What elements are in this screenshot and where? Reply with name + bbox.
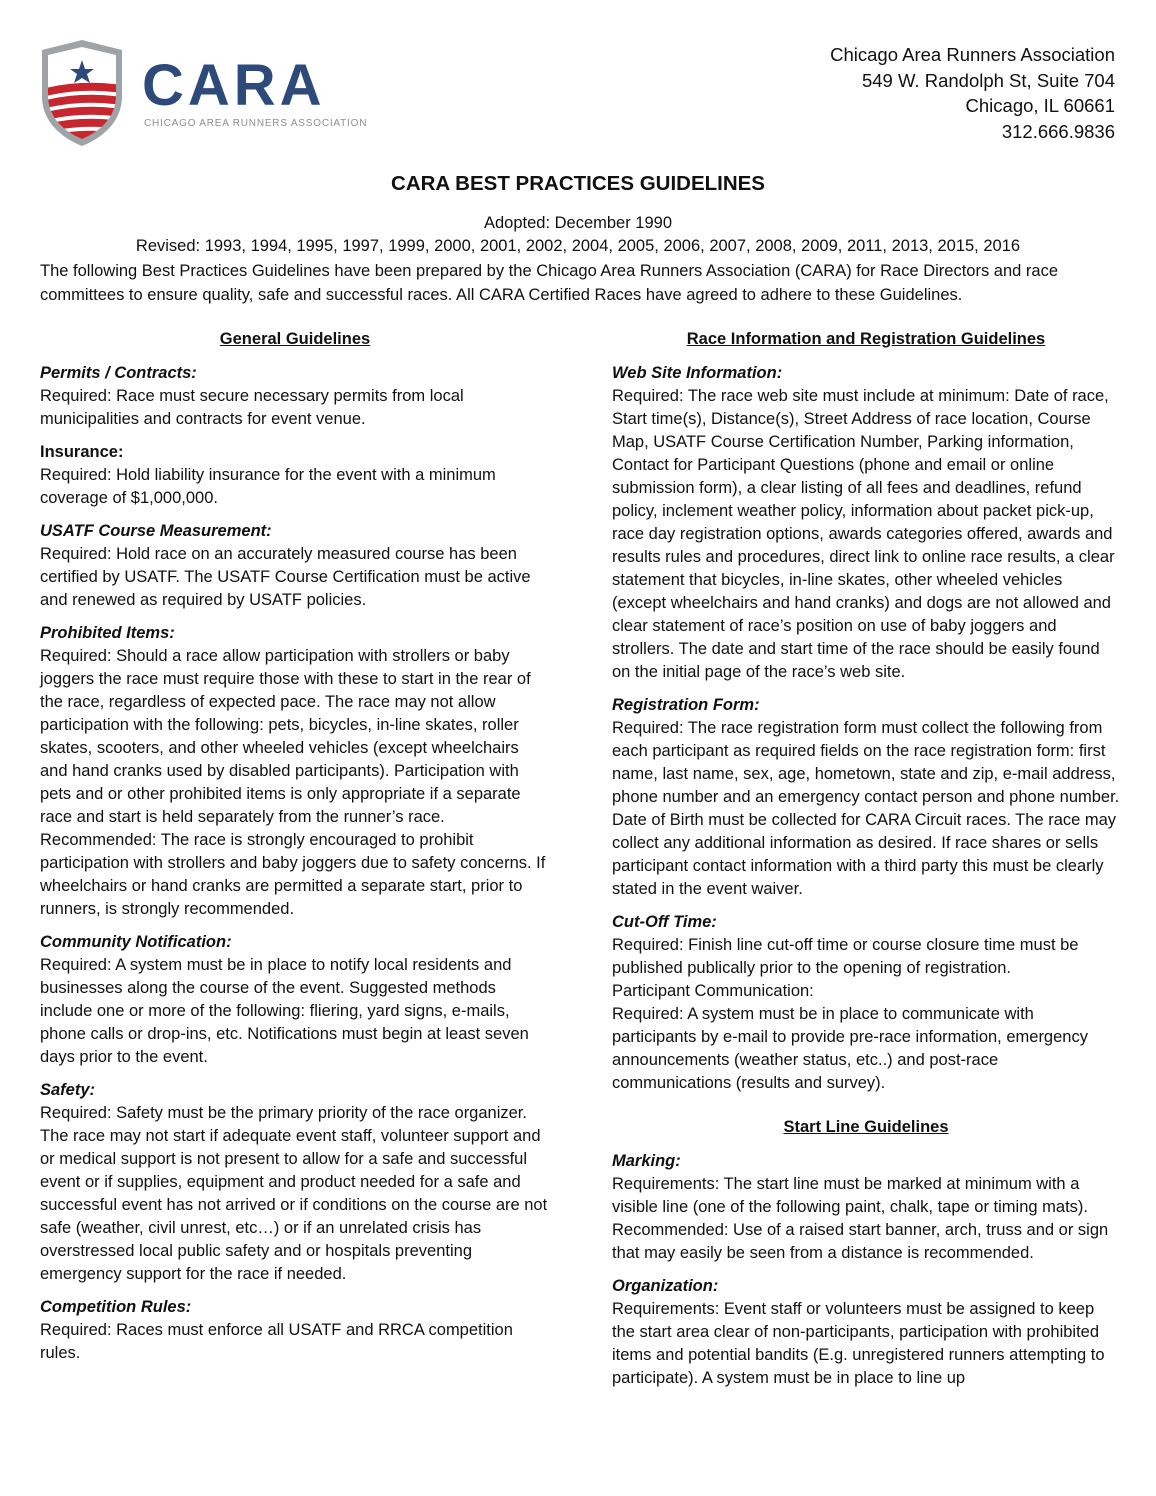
logo-subtitle: CHICAGO AREA RUNNERS ASSOCIATION (144, 118, 368, 129)
guideline-prohibited-items (40, 622, 550, 921)
guideline-text: Required: Should a race allow participation with strollers or baby joggers the race must require those with these to start in the rear of the race, regardless of expected pace. The race may not allow participation with the following: pets, bicycles, in-line skates, roller skates, scooters, and other wheeled vehicles (except wheelchairs and hand cranks used by disabled participants). Participation with pets and or other prohibited items is only appropriate if a separate race and start is held separately from the runner’s race. Recommended: The race is strongly encouraged to prohibit participation with strollers and baby joggers due to safety concerns. If wheelchairs or hand cranks are permitted a separate start, prior to runners, is strongly recommended. (40, 647, 546, 918)
guideline-heading: USATF Course Measurement: (40, 522, 272, 540)
guideline-cut-off-time (612, 911, 1120, 1095)
address-block (830, 42, 1115, 144)
guideline-heading: Registration Form: (612, 696, 760, 714)
guideline-community-notification (40, 931, 550, 1069)
guideline-heading: Insurance: (40, 443, 124, 461)
guideline-heading: Organization: (612, 1277, 719, 1295)
guideline-text: Requirements: Event staff or volunteers must be assigned to keep the start area clear of non-participants, participation with prohibited items and potential bandits (E.g. unregistered runners attempting to participate). A system must be in place to line up (612, 1300, 1105, 1387)
guideline-text: Required: A system must be in place to communicate with participants by e-mail to provide pre-race information, emergency announcements (weather status, etc..) and post-race communications (results and survey). (612, 1005, 1088, 1092)
guideline-course-measurement (40, 520, 550, 612)
guideline-web-site (612, 362, 1120, 684)
address-phone: 312.666.9836 (1001, 120, 1115, 142)
guideline-competition-rules (40, 1296, 550, 1365)
right-column (612, 327, 1120, 1400)
address-city: Chicago, IL 60661 (965, 95, 1115, 116)
guideline-heading: Community Notification: (40, 933, 232, 951)
shield-icon (38, 40, 128, 146)
section-heading-start-line: Start Line Guidelines (783, 1118, 949, 1136)
page-title: CARA BEST PRACTICES GUIDELINES (391, 172, 765, 195)
section-heading-race-info: Race Information and Registration Guidelines (686, 330, 1046, 348)
address-org: Chicago Area Runners Association (830, 44, 1115, 65)
guideline-heading: Safety: (40, 1081, 96, 1099)
guideline-heading: Cut-Off Time: (612, 913, 717, 931)
guideline-heading: Prohibited Items: (40, 624, 175, 642)
guideline-text: Requirements: The start line must be marked at minimum with a visible line (one of the following paint, chalk, tape or timing mats). Recommended: Use of a raised start banner, arch, truss and or sign that may easily be seen from a distance is recommended. (612, 1175, 1109, 1262)
guideline-text: Required: Safety must be the primary priority of the race organizer. The race may not start if adequate event staff, volunteer support and or medical support is not present to allow for a safe and successful event or if supplies, equipment and product needed for a safe and successful event has not arrived or if conditions on the course are not safe (weather, civil unrest, etc…) or if an unrelated crisis has overstressed local public safety and or hospitals preventing emergency support for the race if needed. (40, 1104, 548, 1283)
guideline-registration-form (612, 694, 1120, 901)
guideline-organization (612, 1275, 1120, 1390)
guideline-text: Required: The race web site must include at minimum: Date of race, Start time(s), Distance(s), Street Address of race location, Course Map, USATF Course Certification Number, Parking information, Contact for Participant Questions (phone and email or online submission form), a clear listing of all fees and deadlines, refund policy, inclement weather policy, information about packet pick-up, race day registration options, awards categories offered, awards and results rules and procedures, direct link to online race results, a clear statement that bicycles, in-line skates, other wheeled vehicles (except wheelchairs and hand cranks) and dogs are not allowed and clear statement of race’s position on use of baby joggers and strollers. The date and start time of the race should be easily found on the initial page of the race’s web site. (612, 387, 1115, 681)
guideline-text: Required: Hold race on an accurately measured course has been certified by USATF. The USATF Course Certification must be active and renewed as required by USATF policies. (40, 545, 531, 609)
guideline-text: Required: The race registration form must collect the following from each participant as required fields on the race registration form: first name, last name, sex, age, hometown, state and zip, e-mail address, phone number and an emergency contact person and phone number. Date of Birth must be collected for CARA Circuit races. The race may collect any additional information as desired. If race shares or sells participant contact information with a third party this must be clearly stated in the event waiver. (612, 719, 1120, 898)
address-street: 549 W. Randolph St, Suite 704 (861, 69, 1115, 91)
guideline-text: Required: A system must be in place to notify local residents and businesses along the course of the event. Suggested methods include one or more of the following: fliering, yard signs, e-mails, phone calls or drop-ins, etc. Notifications must begin at least seven days prior to the event. (40, 956, 529, 1066)
guideline-marking (612, 1150, 1120, 1265)
guideline-heading: Permits / Contracts: (40, 364, 197, 382)
guideline-text: Required: Race must secure necessary permits from local municipalities and contracts for event venue. (40, 387, 464, 428)
adopted-date: Adopted: December 1990 (483, 214, 673, 232)
guideline-permits (40, 362, 550, 431)
cara-logo (38, 38, 378, 150)
guideline-insurance (40, 441, 550, 510)
section-heading-general: General Guidelines (219, 330, 371, 348)
guideline-heading: Web Site Information: (612, 364, 783, 382)
left-column (40, 327, 550, 1375)
intro-paragraph: The following Best Practices Guidelines have been prepared by the Chicago Area Runners Association (CARA) for Race Directors and race committees to ensure quality, safe and successful races. All CARA Certified Races have agreed to adhere to these Guidelines. (40, 262, 1059, 304)
guideline-heading: Competition Rules: (40, 1298, 192, 1316)
participant-communication-label: Participant Communication: (612, 982, 814, 1000)
guideline-heading: Marking: (612, 1152, 681, 1170)
guideline-text: Required: Finish line cut-off time or course closure time must be published publically prior to the opening of registration. (612, 936, 1079, 977)
guideline-text: Required: Hold liability insurance for the event with a minimum coverage of $1,000,000. (40, 466, 496, 507)
logo-wordmark: CARA (142, 53, 326, 118)
revised-dates: Revised: 1993, 1994, 1995, 1997, 1999, 2000, 2001, 2002, 2004, 2005, 2006, 2007, 2008, 2009, 2011, 2013, 2015, 2016 (135, 237, 1021, 255)
guideline-text: Required: Races must enforce all USATF and RRCA competition rules. (40, 1321, 513, 1362)
guideline-safety (40, 1079, 550, 1286)
